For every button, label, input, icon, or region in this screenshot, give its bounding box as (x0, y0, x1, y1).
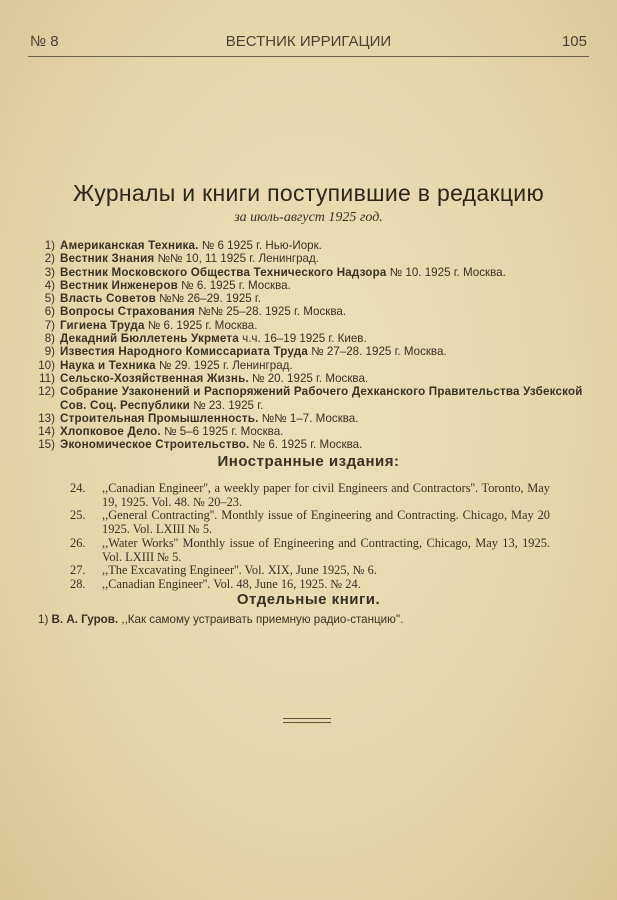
journal-title: Известия Народного Комиссариата Труда (60, 345, 308, 359)
journal-title: Американская Техника. (60, 239, 199, 252)
journal-title: Экономическое Строительство. (60, 438, 250, 452)
item-text (60, 266, 506, 279)
books-list (38, 613, 404, 626)
journal-details: № 29. 1925 г. Ленинград. (155, 358, 293, 372)
item-text: ,,General Contracting''. Monthly issue of Engineering and Contracting. Chicago, May 20 1925. Vol. LXIII № 5. (102, 508, 550, 537)
journal-details: №№ 25–28. 1925 г. Москва. (194, 305, 347, 319)
item-number: 1) (44, 239, 55, 252)
journal-item (30, 239, 590, 252)
item-number: 25. (70, 508, 86, 523)
item-text (60, 305, 346, 318)
journals-list (30, 239, 590, 452)
journal-title: Власть Советов (60, 292, 156, 306)
decorative-rule (283, 718, 331, 719)
books-heading: Отдельные книги. (236, 591, 381, 608)
item-number: 14) (38, 425, 55, 439)
journal-title: Собрание Узаконений и Распоряжений Рабочего Дехканского Правительства Узбекской Сов. Соц. Республики (60, 385, 583, 412)
journal-item (30, 385, 590, 412)
decorative-rule (283, 722, 331, 723)
item-number: 12) (38, 385, 55, 399)
journal-item (30, 252, 590, 265)
journal-title: Хлопковое Дело. (60, 425, 161, 439)
journal-details: № 5–6 1925 г. Москва. (160, 425, 284, 439)
item-text: ,,Canadian Engineer''. Vol. 48, June 16, 1925. № 24. (102, 576, 361, 591)
journal-item (30, 292, 590, 305)
journal-item (30, 345, 590, 358)
item-number: 27. (70, 563, 86, 578)
item-text: ,,The Excavating Engineer''. Vol. XIX, June 1925, № 6. (102, 563, 377, 578)
item-text: ,,Canadian Engineer'', a weekly paper for civil Engineers and Contractors''. Toronto, May 19, 1925. Vol. 48. № 20–23. (102, 481, 550, 509)
item-number: 8) (44, 332, 55, 346)
item-number: 5) (44, 292, 55, 306)
item-text (60, 372, 368, 385)
item-text (60, 239, 322, 252)
item-number: 3) (44, 265, 55, 279)
journal-title: Вестник Инженеров (60, 278, 178, 292)
item-text (60, 292, 261, 305)
foreign-item (70, 482, 550, 509)
journal-title: Декадний Бюллетень Укрмета (60, 332, 239, 346)
foreign-item (70, 537, 550, 564)
page-subtitle: за июль-август 1925 год. (234, 210, 383, 225)
foreign-heading: Иностранные издания: (217, 453, 400, 470)
journal-details: № 27–28. 1925 г. Москва. (308, 345, 447, 359)
journal-item (30, 425, 590, 438)
issue-number: № 8 (30, 33, 59, 50)
journal-details: № 6. 1925 г. Москва. (249, 438, 363, 452)
item-text (60, 359, 293, 372)
book-title: ,,Как самому устраивать приемную радио-станцию''. (121, 613, 404, 626)
item-text (60, 332, 367, 345)
running-header (30, 33, 587, 53)
item-text (60, 438, 362, 451)
book-number: 1) (38, 613, 49, 626)
journal-title: Строительная Промышленность. (60, 411, 259, 425)
foreign-list (70, 482, 550, 592)
journal-title: Вестник Московского Общества Технического Надзора (60, 265, 387, 279)
journal-item (30, 359, 590, 372)
foreign-item (70, 578, 550, 592)
journal-name: ВЕСТНИК ИРРИГАЦИИ (225, 33, 392, 50)
journal-details: №№ 26–29. 1925 г. (155, 292, 261, 306)
item-text (60, 425, 283, 438)
journal-item (30, 279, 590, 292)
item-text (60, 385, 590, 412)
item-text (60, 412, 358, 425)
journal-title: Наука и Техника (60, 358, 156, 372)
item-number: 28. (70, 576, 86, 591)
journal-item (30, 412, 590, 425)
foreign-item (70, 509, 550, 536)
journal-details: № 23. 1925 г. (189, 398, 264, 412)
item-number: 24. (70, 481, 86, 495)
journal-details: № 10. 1925 г. Москва. (386, 265, 506, 279)
journal-title: Вестник Знания (60, 252, 155, 266)
journal-details: № 6. 1925 г. Москва. (177, 278, 291, 292)
page-title: Журналы и книги поступившие в редакцию (73, 180, 544, 206)
item-number: 4) (44, 278, 55, 292)
item-number: 15) (38, 438, 55, 452)
item-text (60, 319, 257, 332)
item-number: 2) (44, 252, 55, 266)
item-number: 7) (44, 318, 55, 332)
item-text (60, 279, 291, 292)
item-text (60, 345, 447, 358)
journal-item (30, 266, 590, 279)
book-author: В. А. Гуров. (51, 613, 119, 626)
journal-item (30, 332, 590, 345)
journal-item (30, 305, 590, 318)
item-text (60, 252, 319, 265)
item-text: ,,Water Works'' Monthly issue of Engineering and Contracting, Chicago, May 13, 1925. Vol. LXIII № 5. (102, 535, 550, 564)
journal-details: № 6 1925 г. Нью-Иорк. (198, 239, 322, 252)
journal-details: № 6. 1925 г. Москва. (144, 318, 258, 332)
journal-item (30, 319, 590, 332)
item-number: 10) (38, 358, 55, 372)
item-number: 9) (44, 345, 55, 359)
page-number: 105 (561, 33, 587, 50)
header-rule (28, 56, 589, 57)
item-number: 26. (70, 535, 86, 550)
journal-title: Вопросы Страхования (60, 305, 195, 319)
journal-title: Гигиена Труда (60, 318, 145, 332)
journal-details: №№ 10, 11 1925 г. Ленинград. (154, 252, 319, 266)
journal-details: №№ 1–7. Москва. (258, 411, 359, 425)
journal-details: ч.ч. 16–19 1925 г. Киев. (238, 332, 367, 346)
journal-item (30, 372, 590, 385)
foreign-item (70, 564, 550, 578)
journal-item (30, 438, 590, 451)
item-number: 6) (44, 305, 55, 319)
journal-details: № 20. 1925 г. Москва. (248, 371, 369, 385)
item-number: 13) (38, 411, 55, 425)
journal-title: Сельско-Хозяйственная Жизнь. (60, 371, 249, 385)
item-number: 11) (39, 371, 55, 385)
